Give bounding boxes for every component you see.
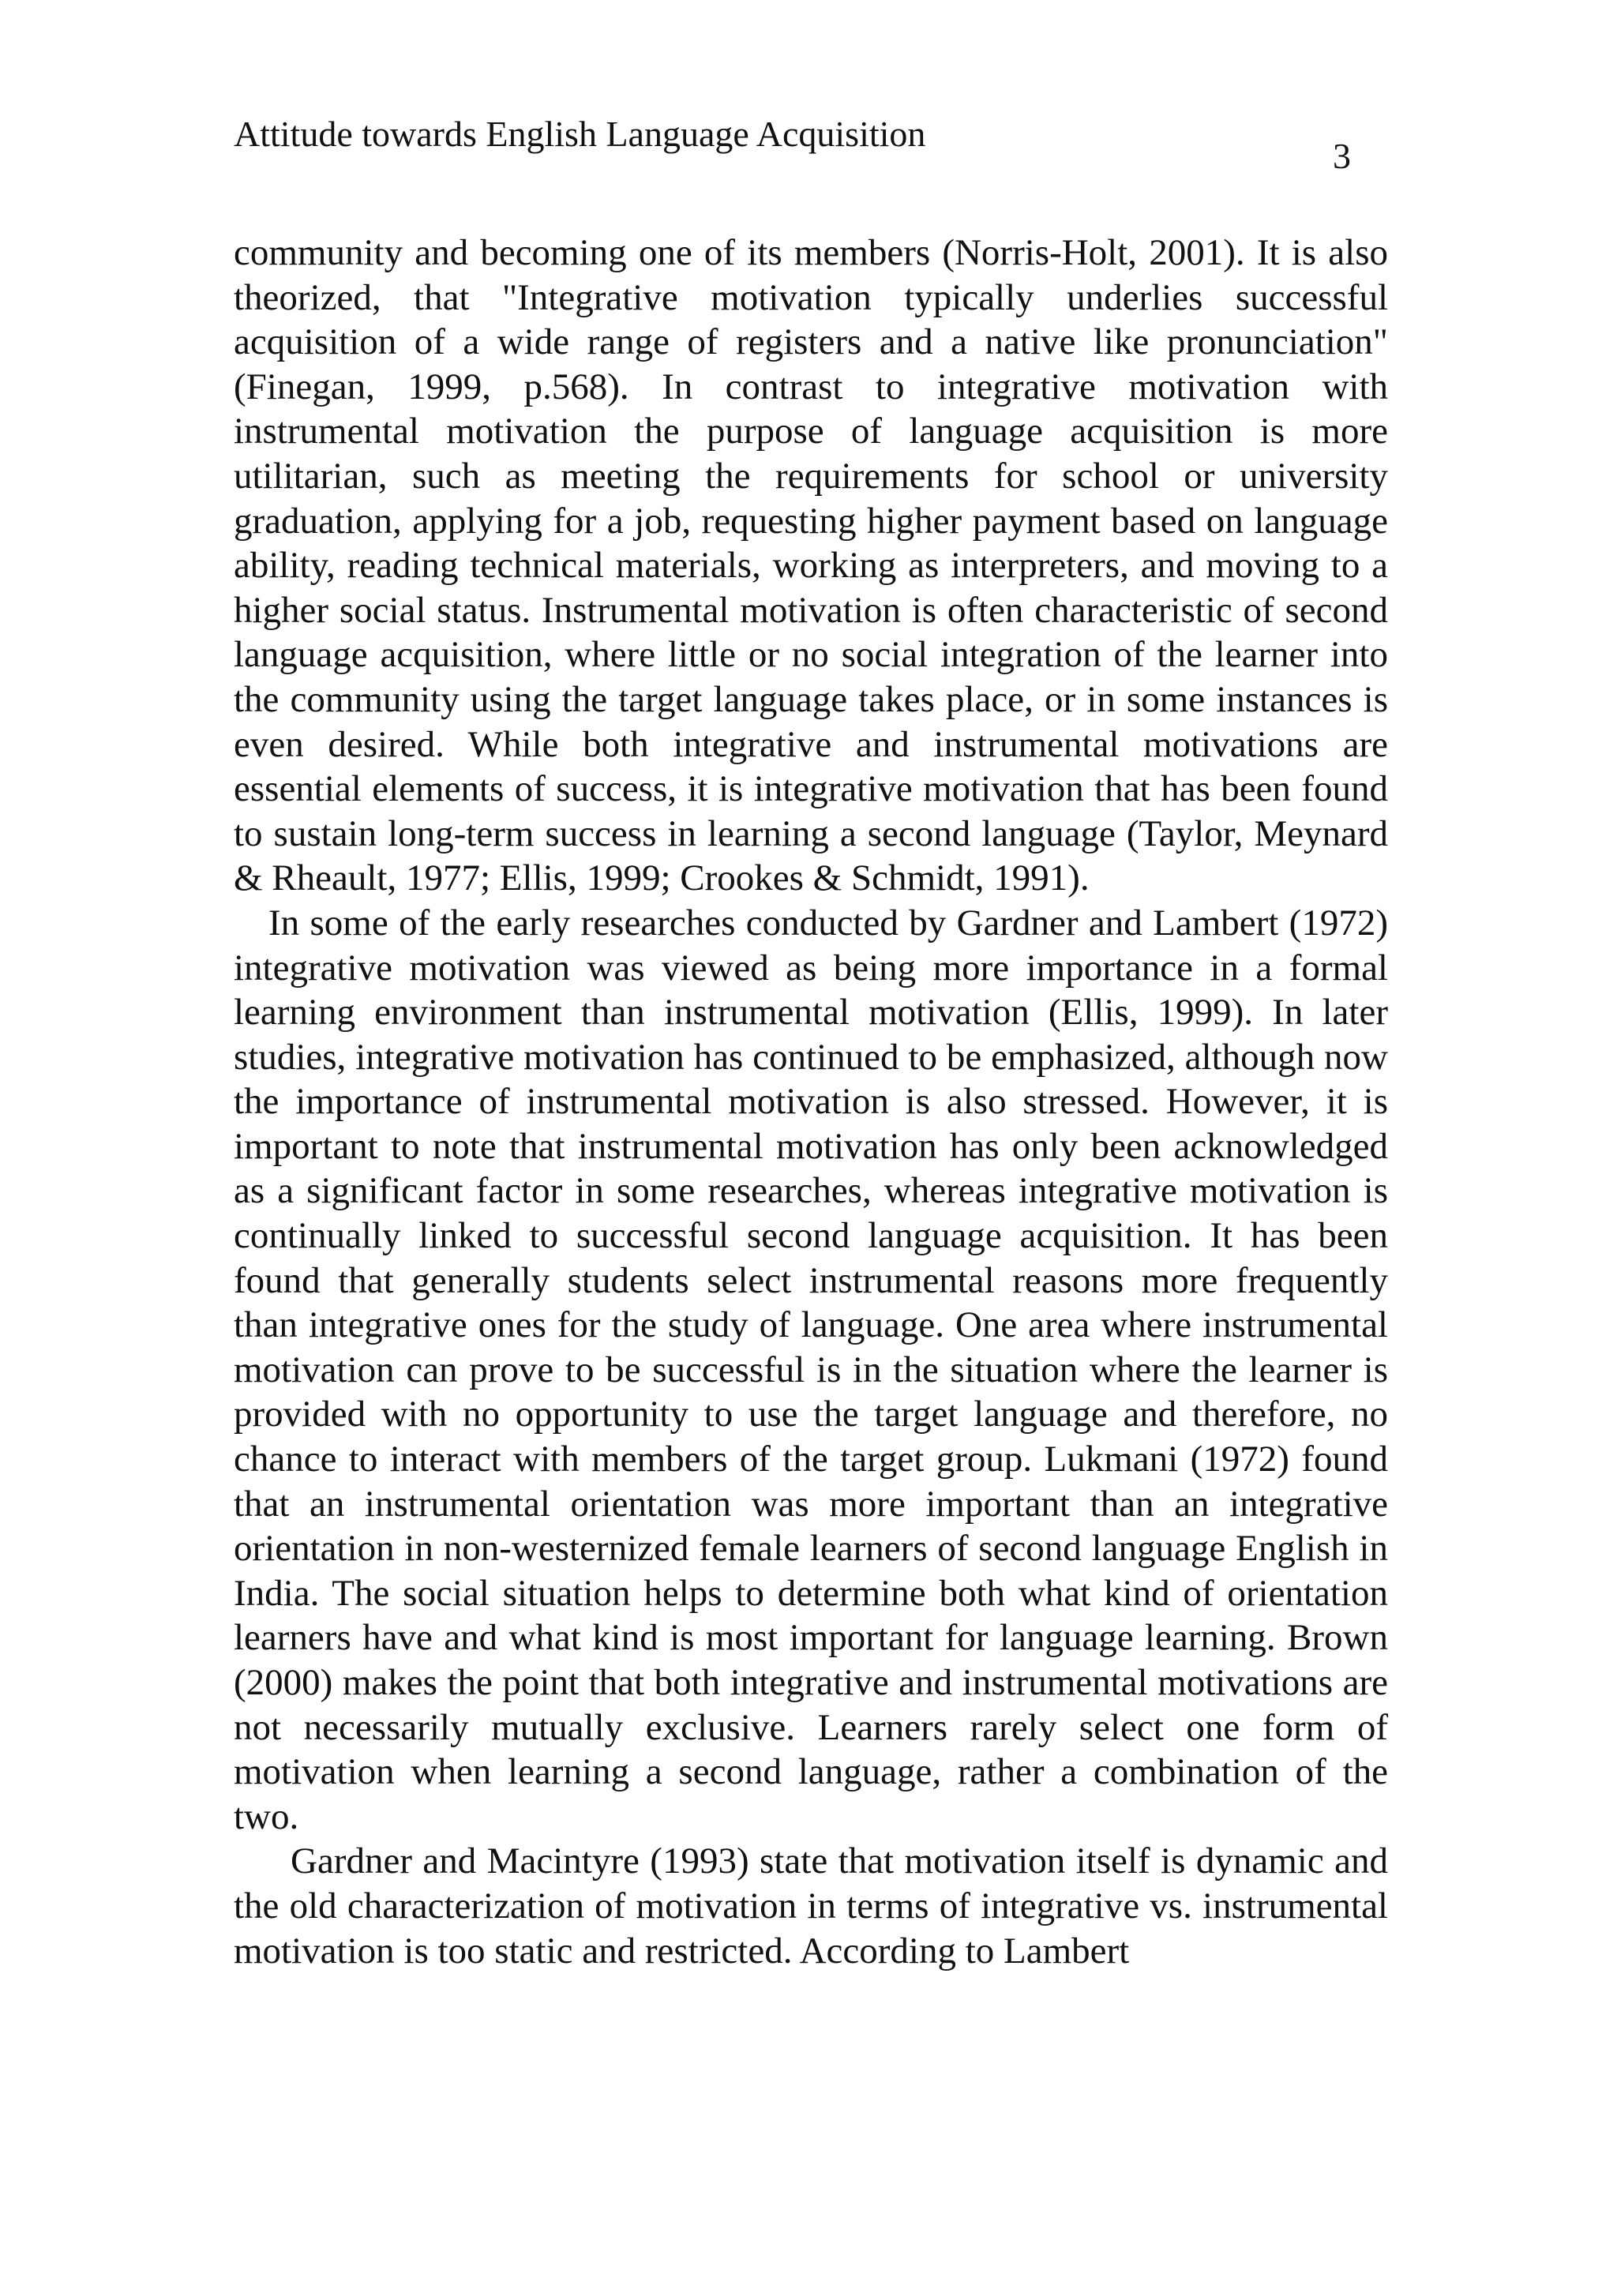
body-text <box>234 231 1388 1973</box>
paragraph-1: community and becoming one of its members (Norris-Holt, 2001). It is also theorized, that "Integrative motivation typically underlies successful acquisition of a wide range of registers and a native like pronunciation" (Finegan, 1999, p.568). In contrast to integrative motivation with instrumental motivation the purpose of language acquisition is more utilitarian, such as meeting the requirements for school or university graduation, applying for a job, requesting higher payment based on language ability, reading technical materials, working as interpreters, and moving to a higher social status. Instrumental motivation is often characteristic of second language acquisition, where little or no social integration of the learner into the community using the target language takes place, or in some instances is even desired. While both integrative and instrumental motivations are essential elements of success, it is integrative motivation that has been found to sustain long-term success in learning a second language (Taylor, Meynard & Rheault, 1977; Ellis, 1999; Crookes & Schmidt, 1991). <box>234 232 1388 899</box>
paragraph-3: Gardner and Macintyre (1993) state that motivation itself is dynamic and the old characterization of motivation in terms of integrative vs. instrumental motivation is too static and restricted. According to Lambert <box>234 1840 1388 1971</box>
running-head-title: Attitude towards English Language Acquisition <box>234 114 926 154</box>
paragraph-2: In some of the early researches conducted by Gardner and Lambert (1972) integrative motivation was viewed as being more importance in a formal learning environment than instrumental motivation (Ellis, 1999). In later studies, integrative motivation has continued to be emphasized, although now the importance of instrumental motivation is also stressed. However, it is important to note that instrumental motivation has only been acknowledged as a significant factor in some researches, whereas integrative motivation is continually linked to successful second language acquisition. It has been found that generally students select instrumental reasons more frequently than integrative ones for the study of language. One area where instrumental motivation can prove to be successful is in the situation where the learner is provided with no opportunity to use the target language and therefore, no chance to interact with members of the target group. Lukmani (1972) found that an instrumental orientation was more important than an integrative orientation in non-westernized female learners of second language English in India. The social situation helps to determine both what kind of orientation learners have and what kind is most important for language learning. Brown (2000) makes the point that both integrative and instrumental motivations are not necessarily mutually exclusive. Learners rarely select one form of motivation when learning a second language, rather a combination of the two. <box>234 902 1388 1837</box>
page-number: 3 <box>1333 136 1351 176</box>
